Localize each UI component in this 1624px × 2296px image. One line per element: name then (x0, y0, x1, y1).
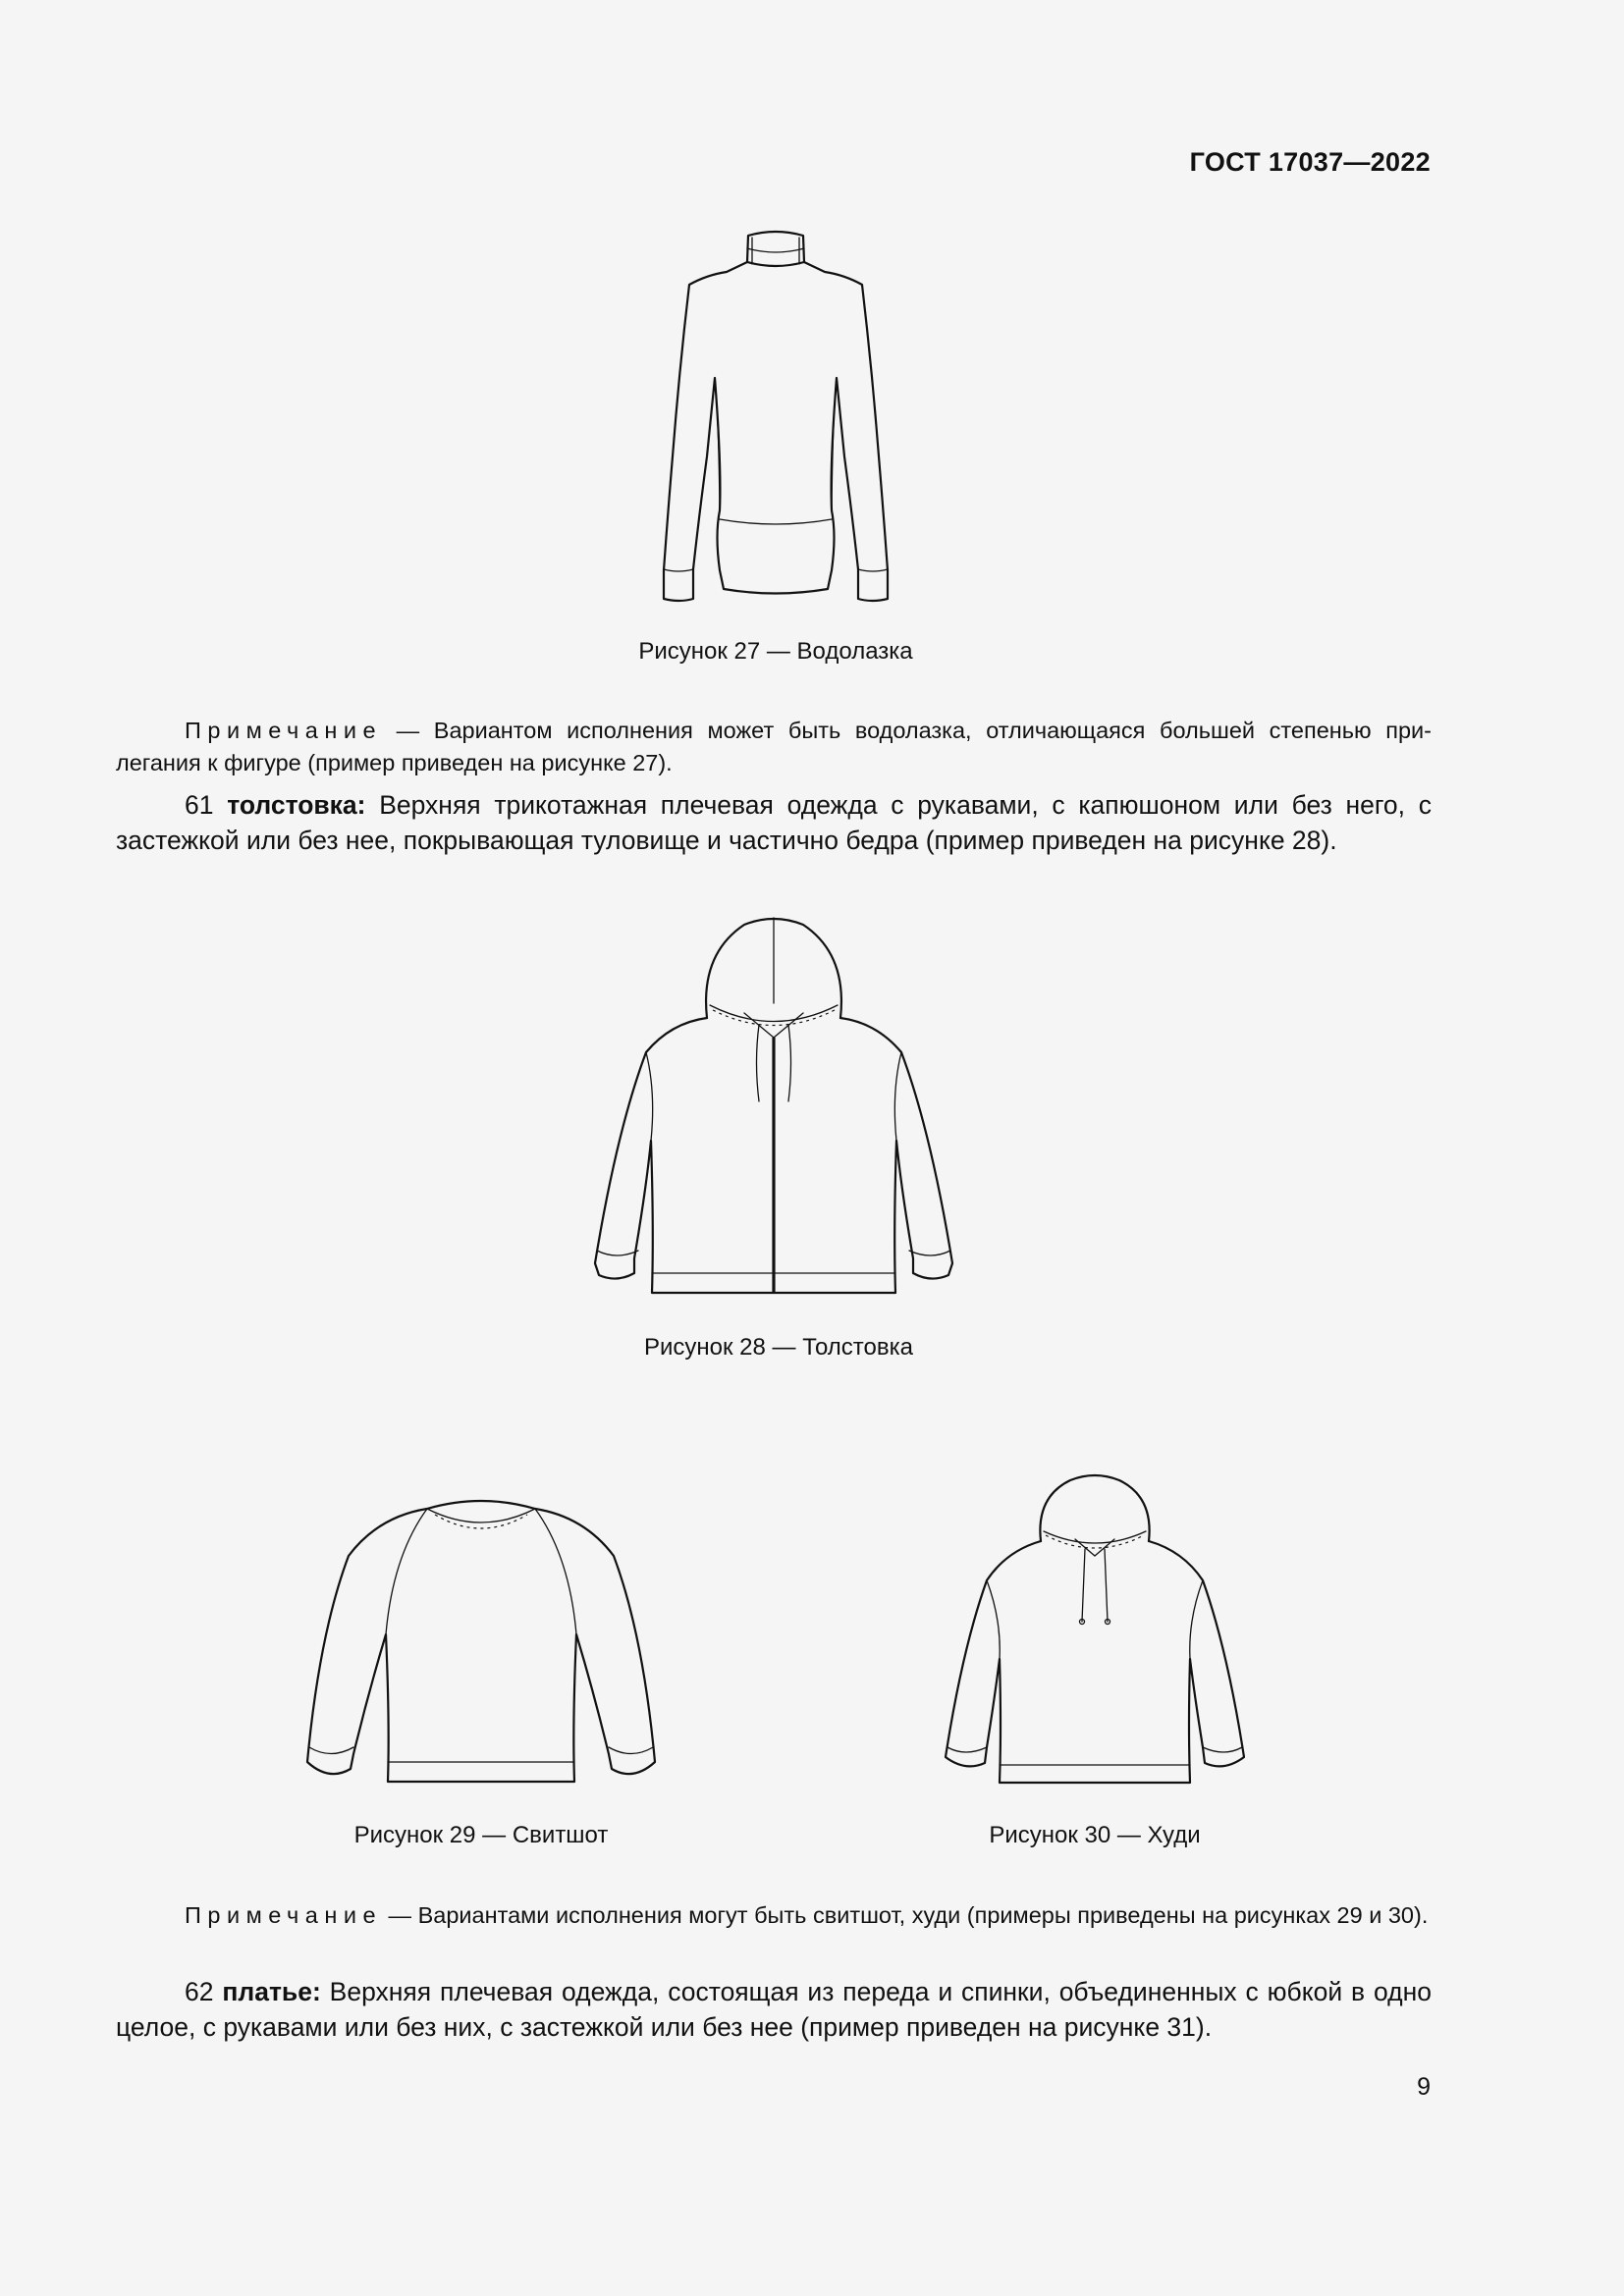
note-2-label: Примечание (185, 1902, 383, 1928)
turtleneck-illustration (628, 221, 923, 609)
figure-27-caption: Рисунок 27 — Водолазка (638, 638, 913, 665)
term-62-number: 62 (185, 1977, 214, 2006)
term-62-title: платье: (222, 1977, 321, 2006)
term-61-title: толстовка: (227, 790, 366, 820)
standard-header: ГОСТ 17037—2022 (1189, 147, 1431, 177)
term-61-number: 61 (185, 790, 214, 820)
term-62 (116, 1974, 1432, 2045)
note-1-text: — Вариантом исполнения может быть водолазка, отличающаяся большей степенью при-легания к фигуре (пример приведен на рисунке 27). (116, 718, 1432, 775)
term-61-definition: Верхняя трикотажная плечевая одежда с рукавами, с капюшоном или без него, с застежкой или без нее, покрывающая туловище и частично бедра (пример приведен на рисунке 28). (116, 790, 1432, 855)
note-2 (116, 1899, 1432, 1932)
figure-29-caption: Рисунок 29 — Свитшот (353, 1822, 609, 1848)
note-2-text: — Вариантами исполнения могут быть свитшот, худи (примеры приведены на рисунках 29 и 30). (382, 1902, 1429, 1928)
term-62-definition: Верхняя плечевая одежда, состоящая из переда и спинки, объединенных с юбкой в одно целое, с рукавами или без них, с застежкой или без нее (пример приведен на рисунке 31). (116, 1977, 1432, 2042)
page-number: 9 (1417, 2073, 1431, 2101)
zip-hoodie-illustration (587, 915, 970, 1303)
sweatshirt-illustration (299, 1497, 663, 1791)
figure-30-caption: Рисунок 30 — Худи (989, 1822, 1201, 1848)
term-61 (116, 787, 1432, 858)
note-1 (116, 715, 1432, 779)
note-1-label: Примечание (185, 718, 383, 743)
hoodie-illustration (938, 1472, 1252, 1791)
figure-28-caption: Рисунок 28 — Толстовка (643, 1334, 914, 1361)
